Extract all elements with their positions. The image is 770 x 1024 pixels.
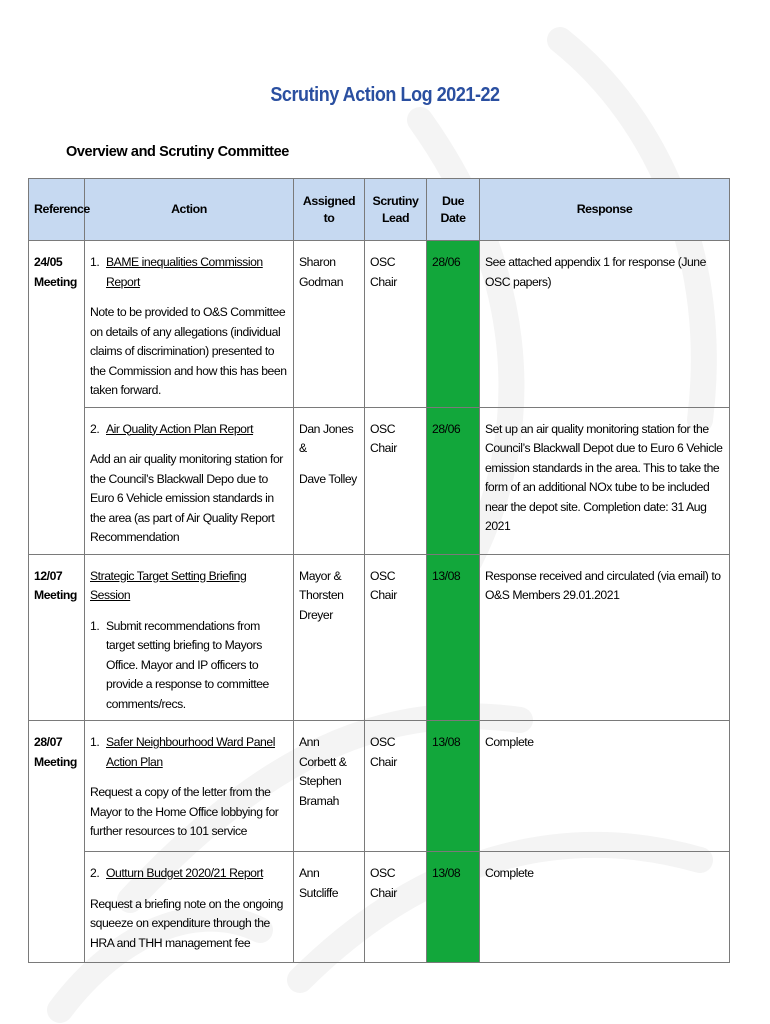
due-date-cell: 13/08 — [427, 852, 480, 963]
action-description: Submit recommendations from target setting briefing to Mayors Office. Mayor and IP officers to provide a response to committee comments/recs. — [106, 618, 269, 711]
column-header-reference: Reference — [29, 179, 85, 241]
action-description: Note to be provided to O&S Committee on details of any allegations (individual claims of discrimination) presented to the Commission and how this has been taken forward. — [90, 305, 287, 397]
item-number: 1. — [90, 255, 100, 269]
scrutiny-lead-cell: OSC Chair — [365, 852, 427, 963]
reference-cell — [29, 852, 85, 963]
column-header-response: Response — [480, 179, 730, 241]
action-cell — [85, 721, 294, 852]
table-row — [29, 241, 730, 408]
response-cell: See attached appendix 1 for response (June OSC papers) — [480, 241, 730, 408]
action-description: Request a copy of the letter from the Mayor to the Home Office lobbying for further resources to 101 service — [90, 785, 279, 838]
action-title: Strategic Target Setting Briefing Session — [90, 568, 247, 602]
reference-cell: 12/07 Meeting — [29, 554, 85, 721]
table-row — [29, 852, 730, 963]
scrutiny-lead-cell: OSC Chair — [365, 241, 427, 408]
due-date-cell: 13/08 — [427, 721, 480, 852]
due-date-cell: 13/08 — [427, 554, 480, 721]
table-row — [29, 721, 730, 852]
table-header-row — [29, 179, 730, 241]
action-cell — [85, 407, 294, 554]
column-header-scrutiny-lead: Scrutiny Lead — [365, 179, 427, 241]
reference-cell — [29, 407, 85, 554]
assigned-to-cell: Mayor & Thorsten Dreyer — [294, 554, 365, 721]
assignee-name: Dan Jones & — [299, 421, 354, 455]
response-cell: Complete — [480, 852, 730, 963]
action-description: Add an air quality monitoring station for the Council’s Blackwall Depo due to Euro 6 Vehicle emission standards in the area (as part of Air Quality Report Recommendation — [90, 452, 283, 544]
response-cell: Response received and circulated (via email) to O&S Members 29.01.2021 — [480, 554, 730, 721]
scrutiny-lead-cell: OSC Chair — [365, 554, 427, 721]
assigned-to-cell — [294, 407, 365, 554]
item-number: 2. — [90, 866, 100, 880]
action-title: Outturn Budget 2020/21 Report — [106, 866, 264, 880]
due-date-cell: 28/06 — [427, 407, 480, 554]
column-header-assigned-to: Assigned to — [294, 179, 365, 241]
item-number: 2. — [90, 421, 100, 436]
scrutiny-lead-cell: OSC Chair — [365, 721, 427, 852]
item-number: 1. — [90, 618, 100, 633]
reference-cell: 28/07 Meeting — [29, 721, 85, 852]
page-title: Scrutiny Action Log 2021-22 — [270, 84, 500, 106]
action-cell — [85, 852, 294, 963]
table-row — [29, 554, 730, 721]
action-description: Request a briefing note on the ongoing squeeze on expenditure through the HRA and THH management fee — [90, 896, 283, 950]
committee-subtitle: Overview and Scrutiny Committee — [66, 144, 289, 160]
assigned-to-cell: Ann Sutcliffe — [294, 852, 365, 963]
assigned-to-cell: Ann Corbett & Stephen Bramah — [294, 721, 365, 852]
column-header-action: Action — [85, 179, 294, 241]
action-title: Safer Neighbourhood Ward Panel Action Plan — [106, 735, 275, 769]
scrutiny-lead-cell: OSC Chair — [365, 407, 427, 554]
action-log-table — [28, 178, 730, 963]
item-number: 1. — [90, 735, 100, 749]
assignee-name: Dave Tolley — [299, 471, 357, 486]
due-date-cell: 28/06 — [427, 241, 480, 408]
action-title: Air Quality Action Plan Report — [106, 421, 254, 436]
action-title: BAME inequalities Commission Report — [106, 255, 263, 289]
response-cell: Set up an air quality monitoring station for the Council’s Blackwall Depot due to Euro 6 Vehicle emission standards in the area. This to take the form of an additional NOx tube to be included near the depot site. Completion date: 31 Aug 2021 — [480, 407, 730, 554]
action-cell — [85, 241, 294, 408]
reference-cell: 24/05 Meeting — [29, 241, 85, 408]
response-cell: Complete — [480, 721, 730, 852]
column-header-due-date: Due Date — [427, 179, 480, 241]
table-row — [29, 407, 730, 554]
assigned-to-cell: Sharon Godman — [294, 241, 365, 408]
action-cell — [85, 554, 294, 721]
